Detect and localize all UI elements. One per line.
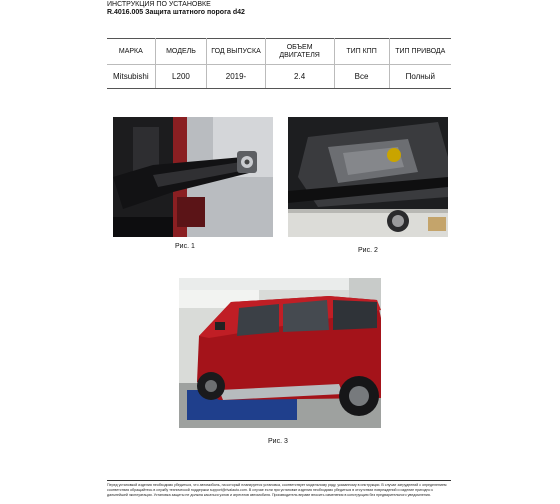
caption-figure-3: Рис. 3 bbox=[268, 438, 288, 445]
header-drive: ТИП ПРИВОДА bbox=[389, 39, 451, 65]
footer-disclaimer: Перед установкой изделия необходимо убедиться, что автомобиль, на который планируется установка, соответствует модельному ряду, указанному в инструкции. В случае затруднений с определением соответствия обращайтесь в службу технической поддержки support@rivalauto.com. В случае если при установке изделия необходимо убедиться в отсутствии повреждений и изделие пригодно к дальнейшей эксплуатации. Установка защиты не должна касаться узлов и агрегатов автомобиля. Производитель вправе вносить изменения в конструкцию без предварительного уведомления. bbox=[107, 480, 451, 498]
cell-model: L200 bbox=[155, 65, 207, 89]
vehicle-specs-table bbox=[107, 38, 451, 89]
product-title: R.4016.005 Защита штатного порога d42 bbox=[107, 9, 245, 16]
header-gearbox: ТИП КПП bbox=[334, 39, 389, 65]
photo-underside-view bbox=[288, 117, 448, 237]
cell-brand: Mitsubishi bbox=[107, 65, 155, 89]
photo-bracket-closeup bbox=[113, 117, 273, 237]
cell-year: 2019- bbox=[207, 65, 265, 89]
header-brand: МАРКА bbox=[107, 39, 155, 65]
photo-vehicle-side bbox=[179, 278, 381, 428]
caption-figure-2: Рис. 2 bbox=[358, 247, 378, 254]
table-header-row bbox=[107, 39, 451, 65]
header-engine: ОБЪЕМ ДВИГАТЕЛЯ bbox=[265, 39, 334, 65]
table-row bbox=[107, 65, 451, 89]
caption-figure-1: Рис. 1 bbox=[175, 243, 195, 250]
header-year: ГОД ВЫПУСКА bbox=[207, 39, 265, 65]
header-model: МОДЕЛЬ bbox=[155, 39, 207, 65]
instruction-title: ИНСТРУКЦИЯ ПО УСТАНОВКЕ bbox=[107, 1, 211, 8]
cell-drive: Полный bbox=[389, 65, 451, 89]
cell-gearbox: Все bbox=[334, 65, 389, 89]
cell-engine: 2.4 bbox=[265, 65, 334, 89]
